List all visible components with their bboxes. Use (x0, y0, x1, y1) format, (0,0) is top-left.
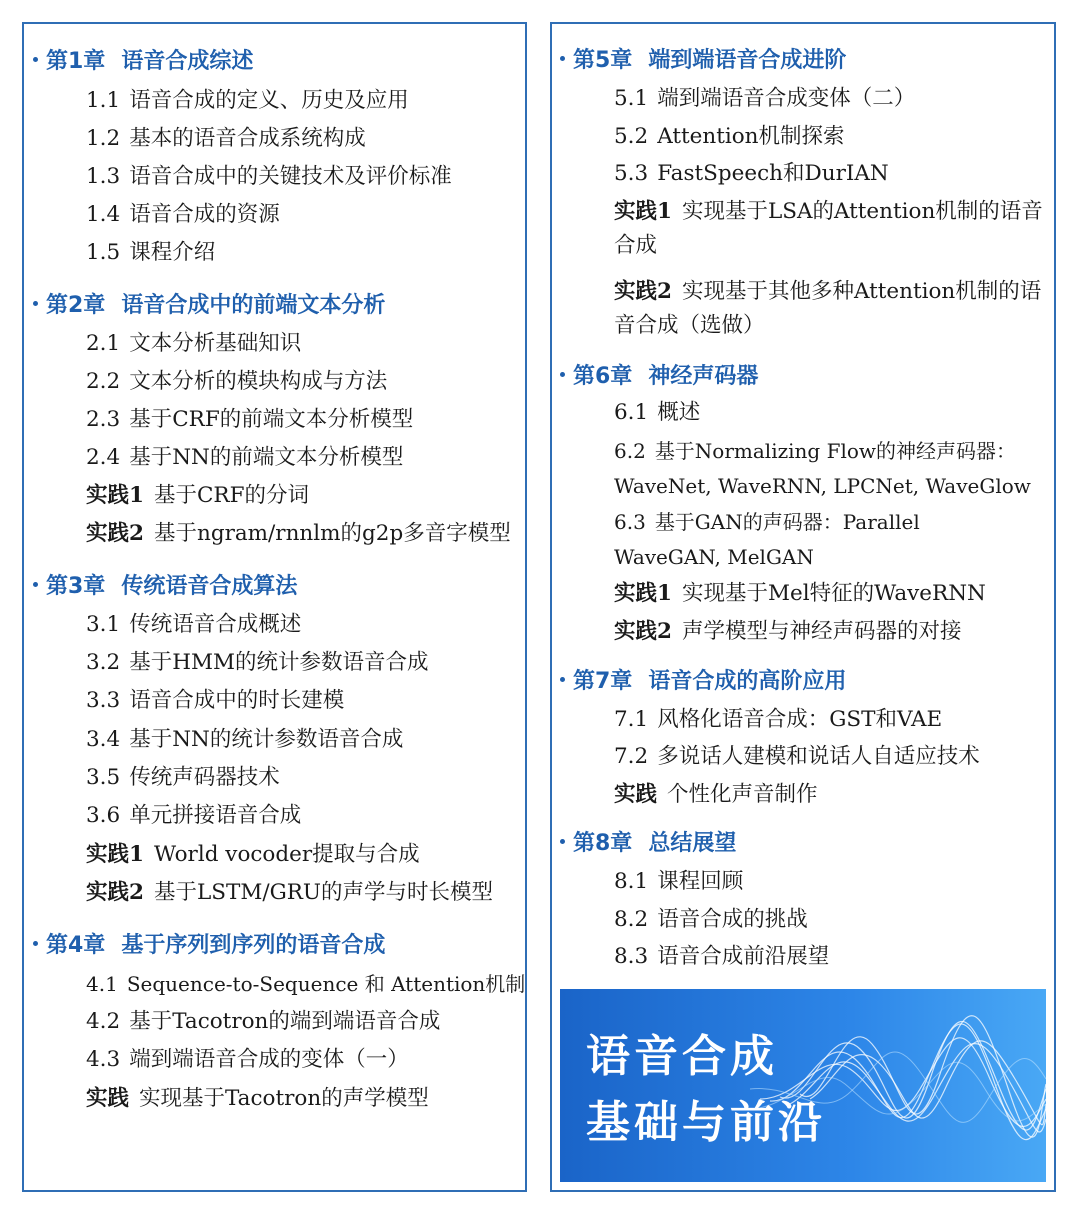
chapter-heading: 第1章 语音合成综述 (33, 47, 253, 77)
practice-item: 实践2 基于LSTM/GRU的声学与时长模型 (86, 880, 494, 905)
bullet-icon (560, 56, 565, 61)
bullet-icon (33, 941, 38, 946)
practice-item: 实践2 实现基于其他多种Attention机制的语音合成（选做） (614, 279, 1042, 338)
practice-item: 实践 实现基于Tacotron的声学模型 (86, 1086, 429, 1111)
section-item: 2.1 文本分析基础知识 (86, 331, 302, 356)
section-item-continuation: WaveNet, WaveRNN, LPCNet, WaveGlow (614, 474, 1031, 498)
section-item: 3.6 单元拼接语音合成 (86, 803, 302, 828)
chapter-heading: 第4章 基于序列到序列的语音合成 (33, 931, 385, 961)
practice-item: 实践1 基于CRF的分词 (86, 483, 310, 508)
chapter-heading: 第7章 语音合成的高阶应用 (560, 667, 846, 697)
section-item: 4.3 端到端语音合成的变体（一） (86, 1047, 409, 1072)
practice-item: 实践2 声学模型与神经声码器的对接 (614, 619, 962, 644)
section-item: 3.2 基于HMM的统计参数语音合成 (86, 650, 429, 675)
book-cover-banner (560, 989, 1046, 1182)
chapter-heading: 第3章 传统语音合成算法 (33, 572, 297, 602)
section-item: 2.3 基于CRF的前端文本分析模型 (86, 407, 414, 432)
section-item: 1.1 语音合成的定义、历史及应用 (86, 88, 409, 113)
section-item: 8.2 语音合成的挑战 (614, 907, 808, 932)
practice-item: 实践1 实现基于Mel特征的WaveRNN (614, 581, 986, 606)
section-item: 6.3 基于GAN的声码器：Parallel (614, 510, 920, 534)
section-item: 8.3 语音合成前沿展望 (614, 944, 830, 969)
chapter-heading: 第5章 端到端语音合成进阶 (560, 46, 846, 76)
section-item: 3.1 传统语音合成概述 (86, 612, 302, 637)
section-item: 1.3 语音合成中的关键技术及评价标准 (86, 164, 452, 189)
bullet-icon (560, 372, 565, 377)
bullet-icon (560, 677, 565, 682)
chapter-heading: 第8章 总结展望 (560, 829, 736, 859)
sound-wave-icon (560, 989, 1046, 1182)
chapter-heading: 第2章 语音合成中的前端文本分析 (33, 291, 385, 321)
section-item: 5.1 端到端语音合成变体（二） (614, 86, 916, 111)
section-item: 2.4 基于NN的前端文本分析模型 (86, 445, 404, 470)
bullet-icon (560, 839, 565, 844)
section-item: 3.4 基于NN的统计参数语音合成 (86, 727, 404, 752)
section-item: 3.3 语音合成中的时长建模 (86, 688, 345, 713)
section-item: 4.1 Sequence-to-Sequence 和 Attention机制 (86, 972, 526, 996)
section-item: 8.1 课程回顾 (614, 869, 744, 894)
section-item: 1.2 基本的语音合成系统构成 (86, 126, 366, 151)
cover-title-line-1: 语音合成 (586, 1031, 778, 1082)
section-item: 2.2 文本分析的模块构成与方法 (86, 369, 388, 394)
section-item: 3.5 传统声码器技术 (86, 765, 280, 790)
chapter-heading: 第6章 神经声码器 (560, 362, 758, 392)
practice-item: 实践 个性化声音制作 (614, 782, 818, 807)
practice-item: 实践1 实现基于LSA的Attention机制的语音合成 (614, 199, 1043, 258)
bullet-icon (33, 582, 38, 587)
section-item: 7.2 多说话人建模和说话人自适应技术 (614, 744, 980, 769)
section-item: 6.1 概述 (614, 400, 701, 425)
section-item: 5.3 FastSpeech和DurIAN (614, 161, 889, 186)
section-item: 1.4 语音合成的资源 (86, 202, 280, 227)
section-item: 7.1 风格化语音合成：GST和VAE (614, 707, 943, 732)
section-item: 4.2 基于Tacotron的端到端语音合成 (86, 1009, 441, 1034)
bullet-icon (33, 301, 38, 306)
practice-item: 实践1 World vocoder提取与合成 (86, 842, 420, 867)
section-item: 6.2 基于Normalizing Flow的神经声码器： (614, 439, 1017, 463)
section-item-continuation: WaveGAN, MelGAN (614, 545, 814, 569)
bullet-icon (33, 57, 38, 62)
section-item: 5.2 Attention机制探索 (614, 124, 845, 149)
cover-title-line-2: 基础与前沿 (586, 1097, 826, 1148)
section-item: 1.5 课程介绍 (86, 240, 216, 265)
practice-item: 实践2 基于ngram/rnnlm的g2p多音字模型 (86, 521, 511, 546)
